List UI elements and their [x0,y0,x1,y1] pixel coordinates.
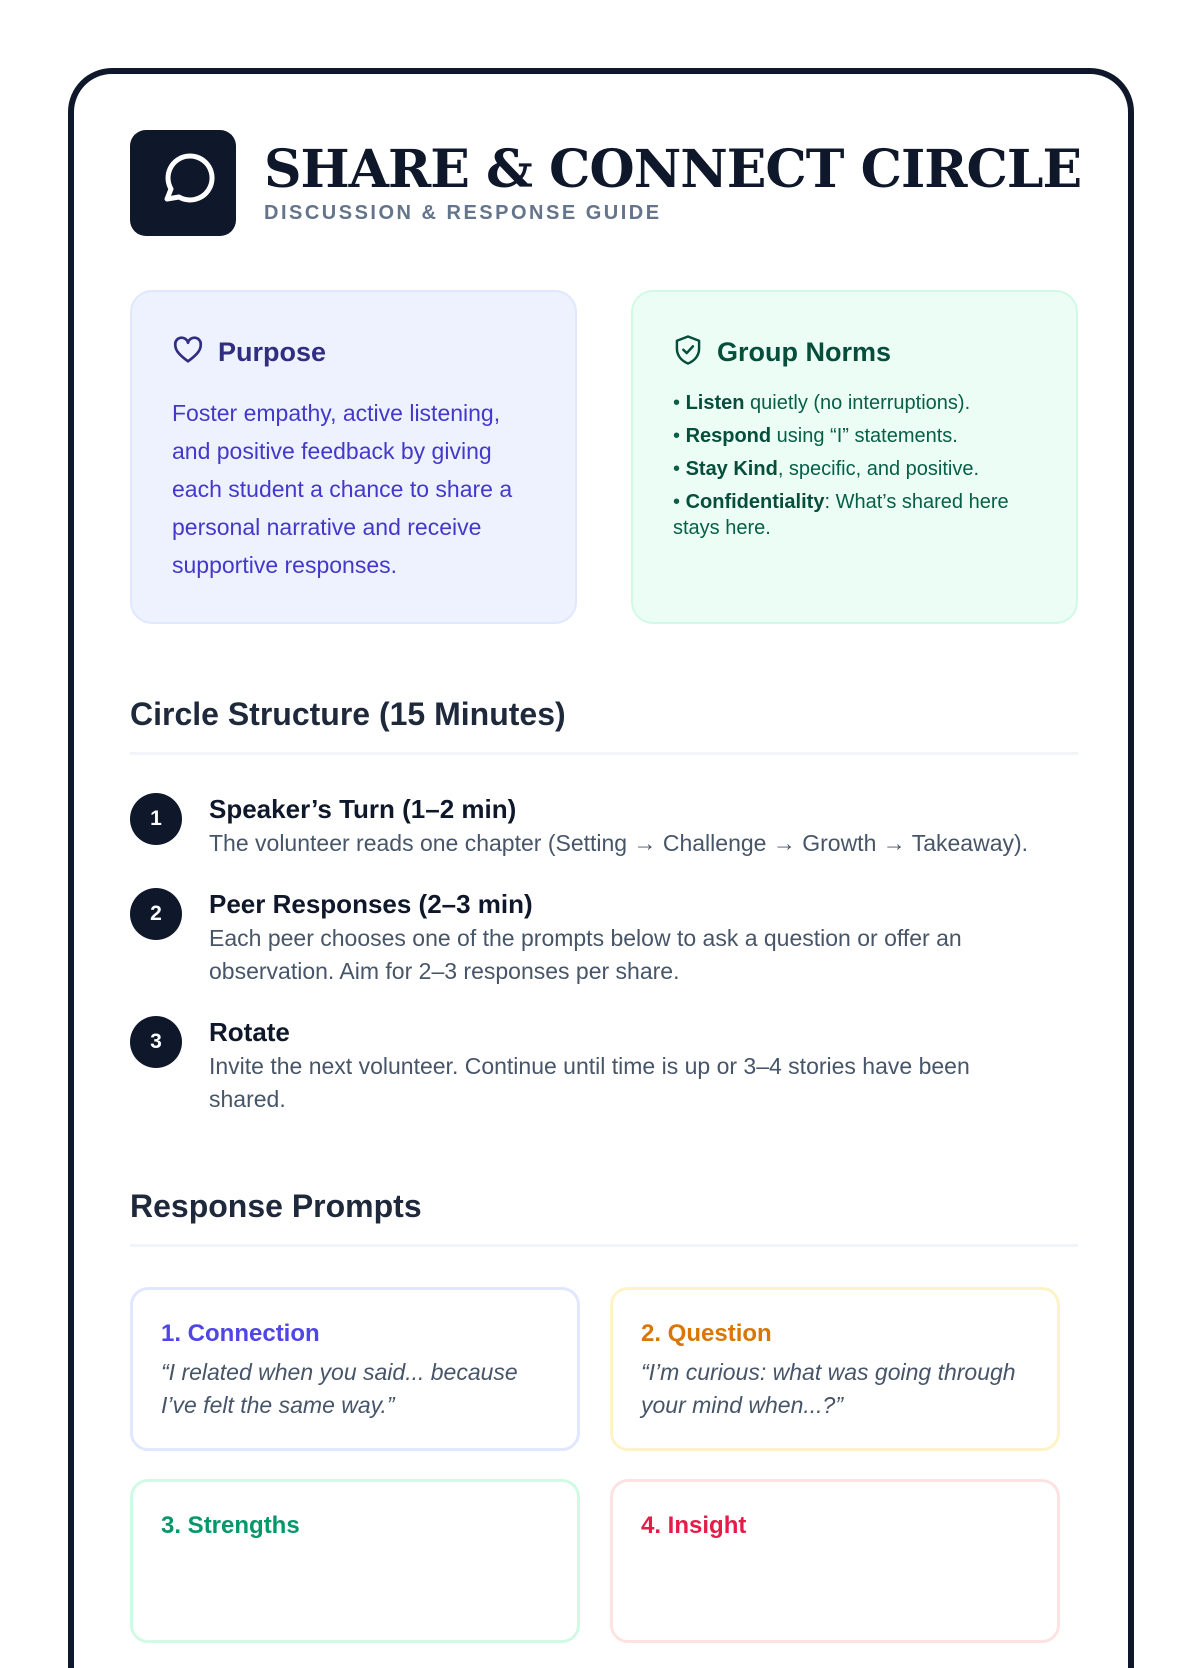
norms-list [673,390,1036,541]
guide-content [130,130,1082,1643]
prompt-label: 2. Question [641,1320,772,1347]
group-norms-box [631,290,1078,624]
structure-title: Circle Structure (15 Minutes) [130,696,566,732]
step-number-badge: 3 [130,1016,182,1068]
circle-structure-section [130,694,1078,1116]
step-item [130,1016,1078,1116]
norms-heading [673,332,1036,372]
response-prompts-section [130,1186,1078,1643]
norm-item: • Respond using “I” statements. [673,425,958,447]
heart-icon [172,334,204,371]
shield-check-icon [673,334,703,371]
norms-title: Group Norms [717,336,892,367]
prompt-text: “I related when you said... because I’ve felt the same way.” [161,1359,518,1418]
page-title: SHARE & CONNECT CIRCLE [264,139,1082,200]
purpose-heading [172,332,535,372]
section-divider [130,752,1078,755]
purpose-box [130,290,577,624]
prompt-grid [130,1287,1078,1643]
step-description: Each peer chooses one of the prompts below to ask a question or offer an observation. Aim for 2–3 responses per share. [209,925,962,984]
norm-item: • Listen quietly (no interruptions). [673,392,971,414]
header [130,130,1082,238]
chat-bubble-icon [151,149,215,218]
step-title: Speaker’s Turn (1–2 min) [209,794,517,824]
section-divider [130,1244,1078,1247]
prompt-card-question [610,1287,1060,1451]
prompt-label: 1. Connection [161,1320,320,1347]
prompt-card-connection [130,1287,580,1451]
step-title: Rotate [209,1017,290,1047]
step-item [130,793,1078,860]
guide-card [68,68,1134,1668]
prompts-title: Response Prompts [130,1188,422,1224]
step-number-badge: 2 [130,888,182,940]
title-block [264,130,1081,225]
step-item [130,888,1078,988]
norm-item: • Stay Kind, specific, and positive. [673,458,980,480]
prompt-label: 3. Strengths [161,1512,300,1539]
steps-list [130,793,1078,1116]
purpose-title: Purpose [218,336,327,367]
step-description: Invite the next volunteer. Continue until time is up or 3–4 stories have been shared. [209,1053,970,1112]
norm-item: • Confidentiality: What’s shared here stays here. [673,491,1009,539]
step-number-badge: 1 [130,793,182,845]
prompt-label: 4. Insight [641,1512,747,1539]
prompt-card-strengths [130,1479,580,1643]
page-subtitle: DISCUSSION & RESPONSE GUIDE [264,202,662,224]
step-description: The volunteer reads one chapter (Setting → Challenge → Growth → Takeaway). [209,830,1029,856]
info-row [130,290,1078,624]
prompt-text: “I’m curious: what was going through your mind when...?” [641,1359,1016,1418]
step-title: Peer Responses (2–3 min) [209,889,533,919]
logo [130,130,236,236]
purpose-text: Foster empathy, active listening, and positive feedback by giving each student a chance to share a personal narrative and receive supportive responses. [172,400,513,578]
prompt-card-insight [610,1479,1060,1643]
